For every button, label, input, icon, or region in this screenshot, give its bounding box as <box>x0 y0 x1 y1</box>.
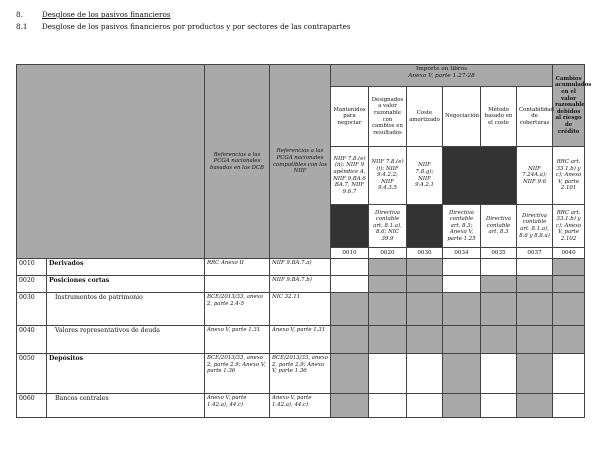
subsection-number: 8.1 <box>16 22 28 31</box>
data-cell <box>331 293 369 326</box>
data-cell <box>443 354 481 394</box>
data-cell <box>407 293 443 326</box>
data-cell <box>553 293 585 326</box>
data-cell <box>481 293 517 326</box>
table-row <box>17 293 585 326</box>
data-cell[interactable] <box>331 276 369 293</box>
data-cell <box>331 354 369 394</box>
data-cell[interactable] <box>553 394 585 418</box>
data-cell <box>553 276 585 293</box>
header-col-0030: Coste amortizado <box>407 87 443 147</box>
ref-dir-0034: Directiva contable art. 8.3; Anexo V, parte 1.25 <box>443 205 481 248</box>
row-code: 0020 <box>17 276 47 293</box>
row-ref-pcga: RRC Anexo II <box>205 259 270 276</box>
table-row <box>17 354 585 394</box>
data-cell[interactable] <box>481 259 517 276</box>
blocked-cell <box>331 205 369 248</box>
table-row <box>17 276 585 293</box>
ref-dir-0037: Directiva contable art. 8.1.a), 8.6 y 8.8.a) <box>517 205 553 248</box>
data-cell <box>369 293 407 326</box>
row-code: 0040 <box>17 326 47 354</box>
row-label: Valores representativos de deuda <box>47 326 205 354</box>
header-ref-niif: Referencias a las PCGA nacionales compatibles con las NIIF <box>270 65 331 259</box>
section-number: 8. <box>16 10 23 19</box>
row-label: Derivados <box>47 259 205 276</box>
ref-niif-0030: NIIF 7.8.g); NIIF 9.4.2.1 <box>407 147 443 205</box>
data-cell <box>331 326 369 354</box>
data-cell <box>517 326 553 354</box>
col-code-0034: 0034 <box>443 248 481 259</box>
data-cell <box>369 259 407 276</box>
header-col-0034: Negociación <box>443 87 481 147</box>
data-cell <box>481 326 517 354</box>
ref-dir-0040: RRC art. 33.1.b) y c); Anexo V, parte 2.102 <box>553 205 585 248</box>
row-ref-niif: Anexo V, parte 1.31 <box>270 326 331 354</box>
header-importe-title: Importe en libros <box>416 66 468 72</box>
row-ref-niif: NIC 32.11 <box>270 293 331 326</box>
data-cell <box>331 394 369 418</box>
table-row <box>17 326 585 354</box>
data-cell <box>407 259 443 276</box>
row-code: 0010 <box>17 259 47 276</box>
col-code-0037: 0037 <box>517 248 553 259</box>
row-ref-pcga: BCE/2013/33, anexo 2, parte 2.4-5 <box>205 293 270 326</box>
row-ref-niif: BCE/2013/33, anexo 2, parte 2.9; Anexo V, parte 1.36 <box>270 354 331 394</box>
row-code: 0050 <box>17 354 47 394</box>
data-cell <box>443 394 481 418</box>
subsection-heading <box>16 22 351 31</box>
header-col-0035: Método basado en el coste <box>481 87 517 147</box>
row-ref-pcga: Anexo V, parte 1.42.a), 44.c) <box>205 394 270 418</box>
col-code-0010: 0010 <box>331 248 369 259</box>
data-cell <box>443 326 481 354</box>
liabilities-table <box>16 64 592 418</box>
data-cell[interactable] <box>407 354 443 394</box>
data-cell <box>407 276 443 293</box>
data-cell[interactable] <box>481 394 517 418</box>
header-col-0010: Mantenidos para negociar <box>331 87 369 147</box>
data-cell <box>517 354 553 394</box>
data-cell[interactable] <box>369 394 407 418</box>
data-cell <box>517 293 553 326</box>
data-cell <box>369 276 407 293</box>
table-corner <box>17 65 205 259</box>
header-importe-group <box>331 65 553 87</box>
col-code-0020: 0020 <box>369 248 407 259</box>
row-ref-niif: NIIF 9.BA.7.b) <box>270 276 331 293</box>
header-col-0037: Contabilidad de coberturas <box>517 87 553 147</box>
row-label: Bancos centrales <box>47 394 205 418</box>
table-row <box>17 259 585 276</box>
header-col-0020: Designados a valor razonable con cambios en resultados <box>369 87 407 147</box>
subsection-title: Desglose de los pasivos financieros por productos y por sectores de las contrapartes <box>42 22 351 31</box>
section-heading <box>16 10 171 19</box>
row-ref-niif: Anexo V, parte 1.42.a), 44.c) <box>270 394 331 418</box>
row-ref-pcga: BCE/2013/33, anexo 2, parte 2.9; Anexo V, parte 1.36 <box>205 354 270 394</box>
data-cell[interactable] <box>481 354 517 394</box>
data-cell <box>481 276 517 293</box>
data-cell <box>517 394 553 418</box>
row-ref-pcga <box>205 276 270 293</box>
section-title: Desglose de los pasivos financieros <box>42 10 171 19</box>
data-cell <box>369 326 407 354</box>
row-code: 0030 <box>17 293 47 326</box>
ref-niif-0010: NIIF 7.8.(e)(ii); NIIF 9 apéndice A, NIIF 9.BA.6 BA.7, NIIF 9.6.7 <box>331 147 369 205</box>
data-cell[interactable] <box>443 259 481 276</box>
col-code-0040: 0040 <box>553 248 585 259</box>
row-ref-pcga: Anexo V, parte 1.31 <box>205 326 270 354</box>
data-cell[interactable] <box>517 259 553 276</box>
ref-dir-0020: Directiva contable art. 8.1.a), 8.6; NIC 39.9 <box>369 205 407 248</box>
col-code-0035: 0035 <box>481 248 517 259</box>
data-cell[interactable] <box>407 394 443 418</box>
data-cell[interactable] <box>443 276 481 293</box>
data-cell[interactable] <box>331 259 369 276</box>
row-label: Posiciones cortas <box>47 276 205 293</box>
header-ref-pcga: Referencias a las PCGA nacionales basadas en las DCB <box>205 65 270 259</box>
data-cell[interactable] <box>369 354 407 394</box>
header-importe-subtitle: Anexo V, parte 1.27-28 <box>408 73 475 80</box>
table-row <box>17 394 585 418</box>
col-code-0030: 0030 <box>407 248 443 259</box>
blocked-cell <box>407 205 443 248</box>
row-label: Instrumentos de patrimonio <box>47 293 205 326</box>
row-code: 0060 <box>17 394 47 418</box>
data-cell <box>443 293 481 326</box>
ref-niif-0037: NIIF 7.24A.a); NIIF 9.6 <box>517 147 553 205</box>
row-label: Depósitos <box>47 354 205 394</box>
data-cell <box>553 326 585 354</box>
data-cell[interactable] <box>553 354 585 394</box>
ref-niif-0040: RRC art. 33.1.b) y c); Anexo V, parte 2.101 <box>553 147 585 205</box>
blocked-cell <box>443 147 517 205</box>
ref-dir-0035: Directiva contable art. 8.3 <box>481 205 517 248</box>
ref-niif-0020: NIIF 7.8.(e)(i); NIIF 9.4.2.2; NIIF 9.4.3.5 <box>369 147 407 205</box>
data-cell <box>517 276 553 293</box>
row-ref-niif: NIIF 9.BA.7.a) <box>270 259 331 276</box>
data-cell <box>407 326 443 354</box>
data-cell <box>553 259 585 276</box>
header-cambios: Cambios acumulados en el valor razonable debidos al riesgo de crédito <box>553 65 585 147</box>
